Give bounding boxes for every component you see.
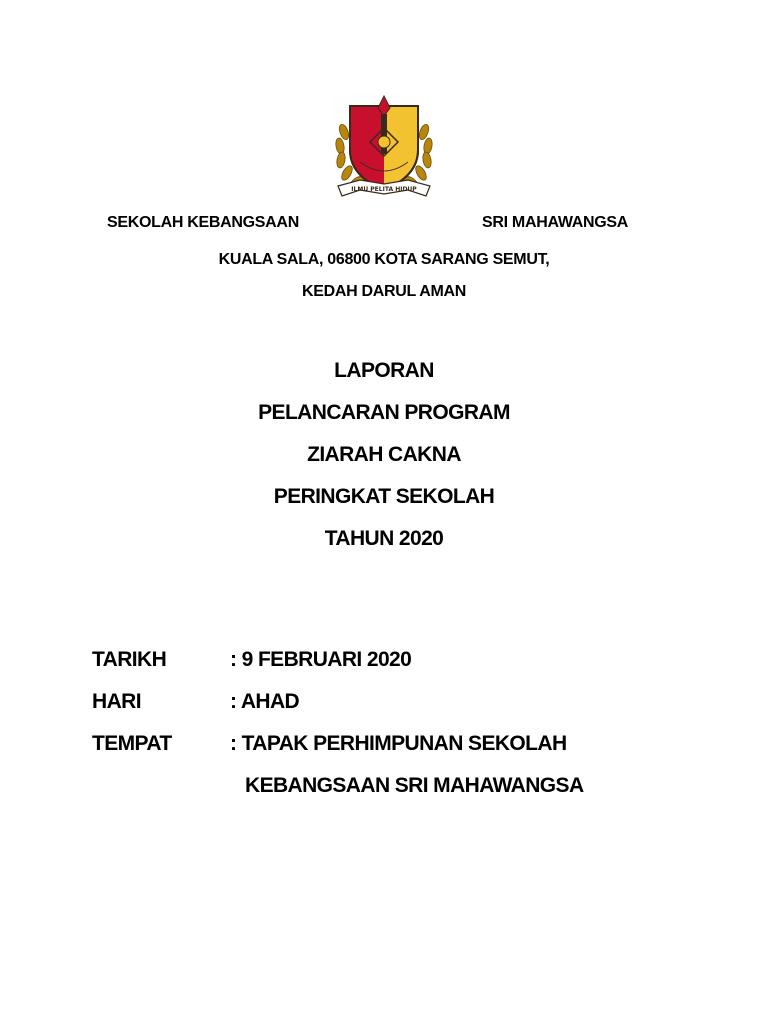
report-title	[0, 356, 768, 566]
school-crest-icon	[330, 92, 438, 204]
crest-banner-text: ILMU PELITA HIDUP	[351, 186, 417, 193]
hari-label: HARI	[92, 690, 141, 713]
tarikh-label: TARIKH	[92, 648, 167, 671]
title-line-ziarah: ZIARAH CAKNA	[307, 443, 461, 466]
school-name-left: SEKOLAH KEBANGSAAN	[107, 214, 299, 231]
event-details	[92, 648, 712, 816]
address-line-1: KUALA SALA, 06800 KOTA SARANG SEMUT,	[218, 251, 550, 268]
title-line-program: PELANCARAN PROGRAM	[258, 401, 510, 424]
detail-row-tarikh	[92, 648, 712, 690]
tempat-value: : TAPAK PERHIMPUNAN SEKOLAH	[230, 732, 567, 755]
detail-row-hari	[92, 690, 712, 732]
title-line-tahun: TAHUN 2020	[324, 527, 444, 550]
title-line-laporan: LAPORAN	[334, 359, 434, 382]
title-line-peringkat: PERINGKAT SEKOLAH	[273, 485, 495, 508]
tempat-value-continued: KEBANGSAAN SRI MAHAWANGSA	[245, 774, 584, 797]
detail-row-tempat-cont	[92, 774, 712, 816]
hari-value: : AHAD	[230, 690, 300, 713]
tempat-label: TEMPAT	[92, 732, 172, 755]
school-name-right: SRI MAHAWANGSA	[482, 214, 629, 231]
detail-row-tempat	[92, 732, 712, 774]
address-line-2: KEDAH DARUL AMAN	[301, 283, 467, 300]
tarikh-value: : 9 FEBRUARI 2020	[230, 648, 412, 671]
